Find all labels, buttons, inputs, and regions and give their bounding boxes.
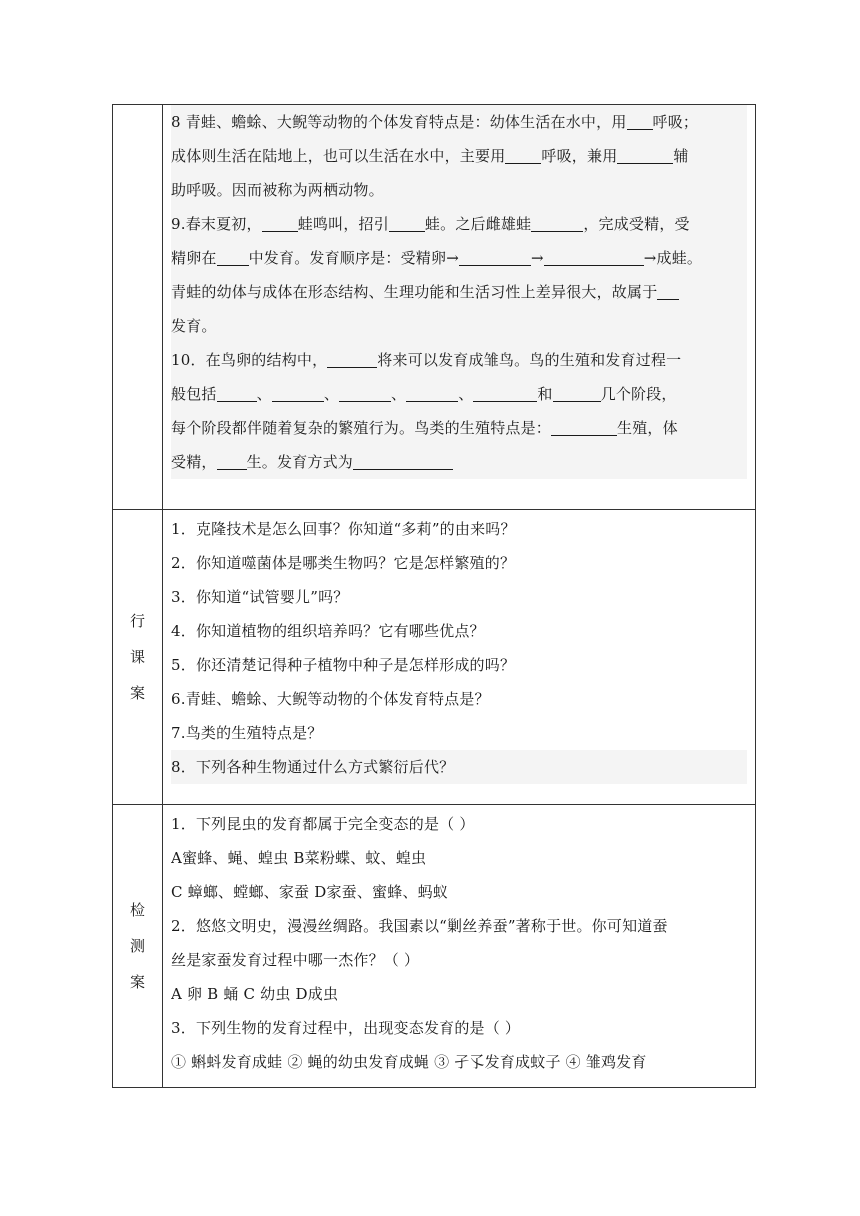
line-text: 2．你知道噬菌体是哪类生物吗？它是怎样繁殖的？ (171, 554, 516, 572)
line-text: 精卵在 (171, 249, 217, 267)
text-line (171, 977, 747, 1011)
line-text: 每个阶段都伴随着复杂的繁殖行为。鸟类的生殖特点是： (171, 419, 552, 437)
row-label (113, 805, 163, 1087)
table-row (113, 105, 755, 509)
text-line (171, 343, 747, 377)
text-line (171, 309, 747, 343)
fill-in-blank[interactable] (389, 215, 425, 232)
line-text: 青蛙的幼体与成体在形态结构、生理功能和生活习性上差异很大，故属于 (171, 283, 658, 301)
fill-in-blank[interactable] (617, 147, 673, 164)
line-text: 、 (323, 385, 340, 403)
label-char: 课 (129, 648, 145, 666)
line-text: 6.青蛙、蟾蜍、大鲵等动物的个体发育特点是？ (171, 690, 490, 708)
line-text: ，完成受精，受 (583, 215, 690, 233)
fill-in-blank[interactable] (406, 385, 458, 402)
line-text: 5．你还清楚记得种子植物中种子是怎样形成的吗？ (171, 656, 516, 674)
row-content (163, 510, 755, 804)
text-line (171, 207, 747, 241)
row-label (113, 105, 163, 509)
table-row (113, 509, 755, 804)
text-line (171, 807, 747, 841)
line-text: 呼吸； (652, 113, 699, 131)
text-line (171, 841, 747, 875)
line-text: 丝是家蚕发育过程中哪一杰作？（ ） (171, 951, 420, 969)
line-text: 成体则生活在陆地上，也可以生活在水中，主要用 (171, 147, 506, 165)
line-text: 8 青蛙、蟾蜍、大鲵等动物的个体发育特点是：幼体生活在水中，用 (171, 113, 627, 131)
line-text: 、 (256, 385, 272, 403)
line-text: ① 蝌蚪发育成蛙 ② 蝇的幼虫发育成蝇 ③ 孑孓发育成蚊子 ④ 雏鸡发育 (171, 1053, 647, 1071)
fill-in-blank[interactable] (473, 385, 537, 402)
line-text: 1．克隆技术是怎么回事？你知道“多莉”的由来吗？ (171, 520, 516, 538)
fill-in-blank[interactable] (217, 249, 249, 266)
text-line (171, 173, 747, 207)
line-text: 辅 (673, 147, 689, 165)
line-text: 7.鸟类的生殖特点是？ (171, 724, 323, 742)
text-line (171, 105, 747, 139)
text-line (171, 546, 747, 580)
line-text: 10．在鸟卵的结构中， (171, 351, 328, 369)
text-line (171, 377, 747, 411)
row-content (163, 105, 755, 509)
text-line (171, 716, 747, 750)
line-text: A蜜蜂、蝇、蝗虫 B菜粉蝶、蚊、蝗虫 (171, 849, 427, 867)
text-line (171, 682, 747, 716)
line-text: →成蛙。 (643, 249, 703, 267)
line-text: 、 (458, 385, 474, 403)
line-text: 生殖，体 (617, 419, 678, 437)
fill-in-blank[interactable] (627, 113, 653, 130)
text-line (171, 1045, 747, 1079)
line-text: 4．你知道植物的组织培养吗？它有哪些优点？ (171, 622, 485, 640)
line-text: 般包括 (171, 385, 217, 403)
line-text: 8．下列各种生物通过什么方式繁衍后代？ (171, 758, 455, 776)
fill-in-blank[interactable] (262, 215, 298, 232)
text-line (171, 139, 747, 173)
line-text: 蛙。之后雌雄蛙 (424, 215, 532, 233)
row-label (113, 510, 163, 804)
fill-in-blank[interactable] (459, 249, 531, 266)
text-line (171, 275, 747, 309)
line-text: 受精， (171, 453, 217, 471)
fill-in-blank[interactable] (657, 283, 679, 300)
fill-in-blank[interactable] (544, 249, 644, 266)
line-text: 蛙鸣叫，招引 (297, 215, 389, 233)
fill-in-blank[interactable] (272, 385, 324, 402)
row-content (163, 805, 755, 1087)
text-line (171, 512, 747, 546)
fill-in-blank[interactable] (505, 147, 541, 164)
text-line (171, 909, 747, 943)
fill-in-blank[interactable] (217, 385, 257, 402)
line-text: 呼吸，兼用 (541, 147, 618, 165)
fill-in-blank[interactable] (339, 385, 391, 402)
line-text: 2．悠悠文明史，漫漫丝绸路。我国素以“剿丝养蚕”著称于世。你可知道蚕 (171, 917, 668, 935)
text-line (171, 445, 747, 479)
text-line (171, 614, 747, 648)
label-char: 案 (129, 973, 145, 991)
line-text: 9.春末夏初， (171, 215, 262, 233)
line-text: 发育。 (171, 317, 217, 335)
line-text: 和 (537, 385, 553, 403)
line-text: 1．下列昆虫的发育都属于完全变态的是（ ） (171, 815, 475, 833)
text-line (171, 875, 747, 909)
line-text: 、 (391, 385, 407, 403)
text-line (171, 411, 747, 445)
text-line (171, 1011, 747, 1045)
label-char: 检 (129, 901, 145, 919)
text-line (171, 750, 747, 784)
line-text: 生。发育方式为 (246, 453, 354, 471)
table-row (113, 804, 755, 1087)
line-text: A 卵 B 蛹 C 幼虫 D成虫 (171, 985, 339, 1003)
text-line (171, 648, 747, 682)
fill-in-blank[interactable] (353, 453, 453, 470)
line-text: 助呼吸。因而被称为两栖动物。 (171, 181, 384, 199)
fill-in-blank[interactable] (551, 419, 617, 436)
fill-in-blank[interactable] (327, 351, 377, 368)
worksheet-table (112, 104, 756, 1088)
line-text: 将来可以发育成雏鸟。鸟的生殖和发育过程一 (377, 351, 682, 369)
label-char: 案 (129, 684, 145, 702)
line-text: → (530, 249, 544, 267)
line-text: C 蟑螂、螳螂、家蚕 D家蚕、蜜蜂、蚂蚁 (171, 883, 449, 901)
fill-in-blank[interactable] (217, 453, 247, 470)
line-text: 中发育。发育顺序是：受精卵→ (248, 249, 459, 267)
text-line (171, 580, 747, 614)
fill-in-blank[interactable] (531, 215, 583, 232)
line-text: 3．下列生物的发育过程中，出现变态发育的是（ ） (171, 1019, 521, 1037)
text-line (171, 943, 747, 977)
line-text: 3．你知道“试管婴儿”吗？ (171, 588, 349, 606)
text-line (171, 241, 747, 275)
label-char: 行 (129, 612, 145, 630)
label-char: 测 (129, 937, 145, 955)
fill-in-blank[interactable] (553, 385, 601, 402)
line-text: 几个阶段， (600, 385, 677, 403)
